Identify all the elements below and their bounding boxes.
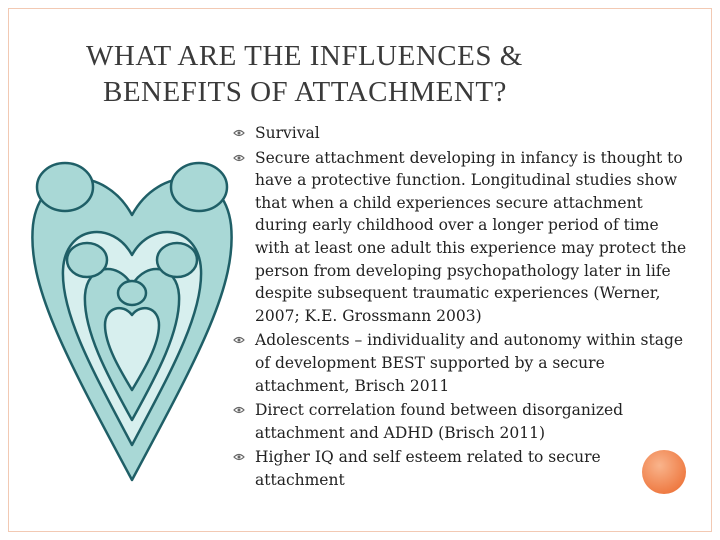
family-heart-illustration (25, 145, 240, 485)
title-line-1: WHAT ARE THE INFLUENCES & (86, 40, 523, 72)
bullet-text: Adolescents – individuality and autonomy within stage of development BEST supported by a secure attachment, Brisch 2011 (255, 331, 684, 395)
bullet-item (231, 122, 691, 145)
bullet-item (231, 329, 691, 397)
bullet-marker-icon (233, 451, 245, 463)
title-line-2: BENEFITS OF ATTACHMENT? (103, 76, 507, 108)
bullet-text: Direct correlation found between disorganized attachment and ADHD (Brisch 2011) (255, 401, 624, 442)
bullet-marker-icon (233, 152, 245, 164)
bullet-marker-icon (233, 127, 245, 139)
bullet-item (231, 399, 691, 444)
bullet-list (231, 122, 691, 494)
bullet-marker-icon (233, 404, 245, 416)
bullet-text: Survival (255, 124, 320, 142)
decorative-orange-circle (642, 450, 686, 494)
bullet-text: Secure attachment developing in infancy is thought to have a protective function. Longitudinal studies show that when a child experiences secure attachment during early childhood over a longer period of time with at least one adult this experience may protect the person from developing psychopathology later in life despite subsequent traumatic experiences (Werner, 2007; K.E. Grossmann 2003) (255, 148, 687, 325)
bullet-marker-icon (233, 334, 245, 346)
slide-title (60, 38, 660, 110)
bullet-item (231, 147, 691, 328)
bullet-text: Higher IQ and self esteem related to secure attachment (255, 448, 601, 489)
bullet-item (231, 446, 691, 491)
